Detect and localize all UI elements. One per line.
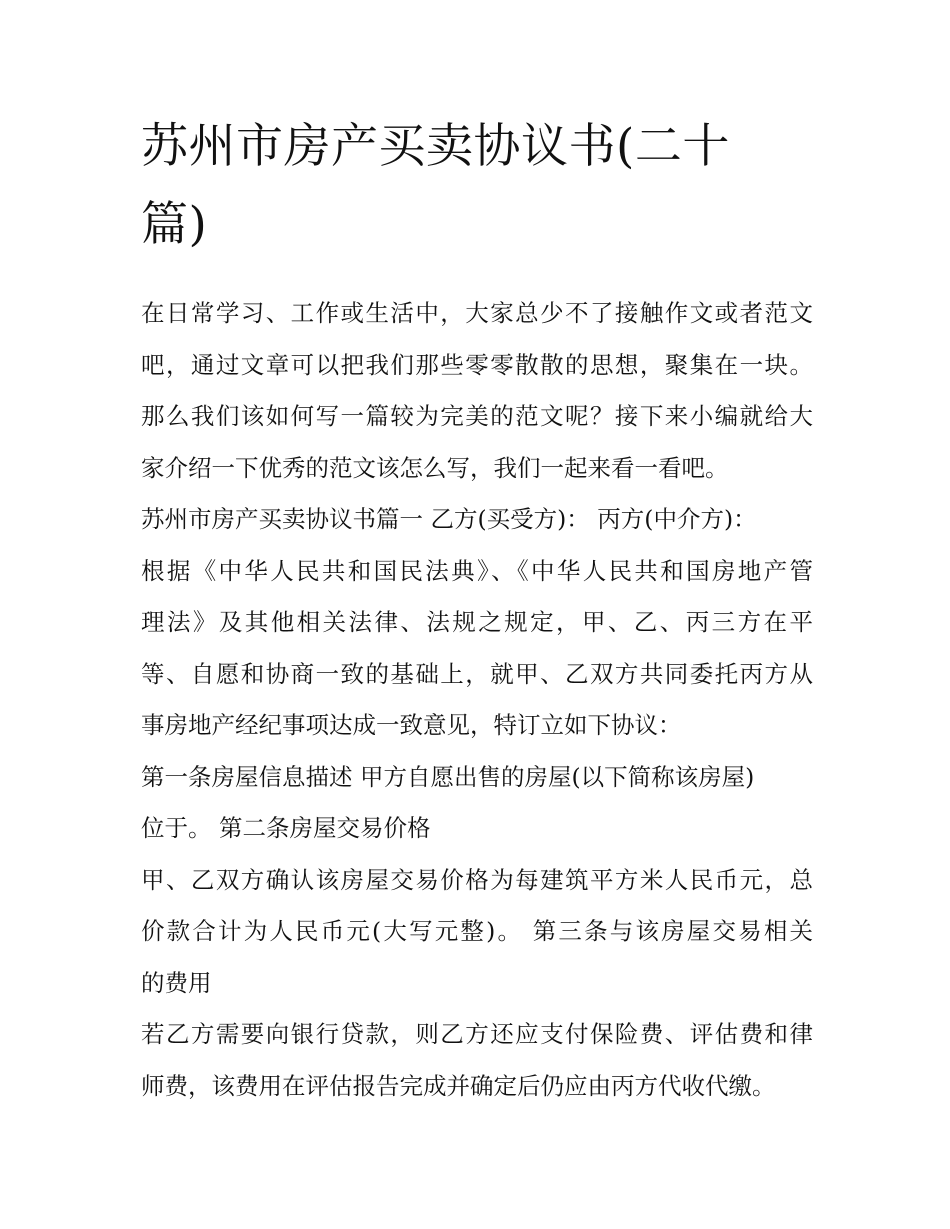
text-line: 那么我们该如何写一篇较为完美的范文呢？接下来小编就给大: [141, 402, 813, 430]
text-line: 在日常学习、工作或生活中，大家总少不了接触作文或者范文: [141, 299, 813, 327]
text-line: 根据《中华人民共和国民法典》、《中华人民共和国房地产管: [141, 556, 813, 585]
text-line: 第一条房屋信息描述 甲方自愿出售的房屋(以下简称该房屋): [141, 762, 755, 791]
text-line: 价款合计为人民币元(大写元整)。 第三条与该房屋交易相关: [141, 917, 813, 945]
text-line: 位于。 第二条房屋交易价格: [141, 814, 431, 842]
text-line: 家介绍一下优秀的范文该怎么写，我们一起来看一看吧。: [141, 453, 729, 482]
document-title: [141, 108, 781, 264]
text-line: 苏州市房产买卖协议书篇一 乙方(买受方)： 丙方(中介方)：: [141, 505, 757, 533]
title-line: 篇): [141, 197, 208, 252]
text-line: 若乙方需要向银行贷款，则乙方还应支付保险费、评估费和律: [141, 1020, 813, 1048]
text-line: 理法》及其他相关法律、法规之规定，甲、乙、丙三方在平: [141, 608, 813, 636]
document-body: [141, 288, 813, 1112]
paragraph-agreement-preamble: [141, 494, 813, 752]
text-line: 事房地产经纪事项达成一致意见，特订立如下协议：: [141, 711, 682, 739]
paragraph-article-1: [141, 752, 813, 855]
paragraph-intro: [141, 288, 813, 494]
paragraph-article-2: [141, 855, 813, 1010]
document-content: [141, 108, 813, 1112]
text-line: 吧，通过文章可以把我们那些零零散散的思想，聚集在一块。: [141, 350, 813, 379]
paragraph-article-3: [141, 1009, 813, 1112]
text-line: 甲、乙双方确认该房屋交易价格为每建筑平方米人民币元，总: [141, 865, 813, 894]
text-line: 师费，该费用在评估报告完成并确定后仍应由丙方代收代缴。: [141, 1071, 776, 1100]
text-line: 的费用: [141, 968, 212, 997]
text-line: 等、自愿和协商一致的基础上，就甲、乙双方共同委托丙方从: [141, 659, 813, 688]
title-line: 苏州市房产买卖协议书(二十: [141, 119, 730, 174]
